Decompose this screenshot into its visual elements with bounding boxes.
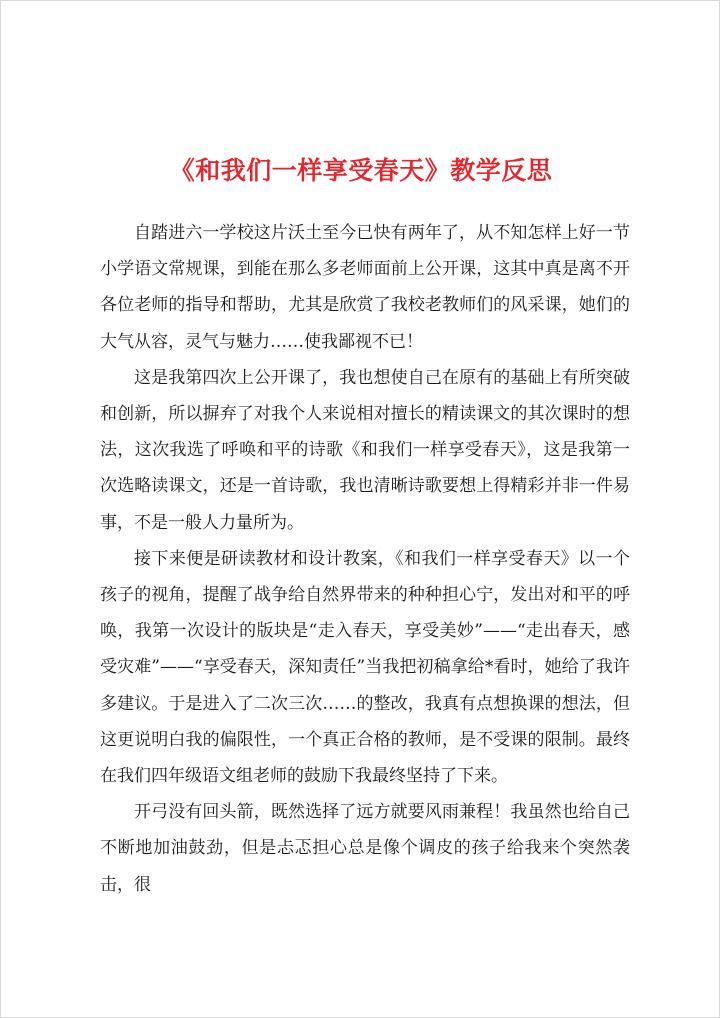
document-body xyxy=(100,215,630,903)
paragraph-3: 接下来便是研读教材和设计教案，《和我们一样享受春天》以一个孩子的视角，提醒了战争给自然界带来的种种担心宁，发出对和平的呼唤，我第一次设计的版块是“走入春天，享受美妙”——“走出春天，感受灾难”——“享受春天，深知责任”当我把初稿拿给*看时，她给了我许多建议。于是进入了二次三次……的整改，我真有点想换课的想法，但这更说明白我的偏限性，一个真正合格的教师，是不受课的限制。最终在我们四年级语文组老师的鼓励下我最终坚持了下来。 xyxy=(100,548,630,787)
document-title: 《和我们一样享受春天》教学反思 xyxy=(169,156,553,185)
paragraph-4: 开弓没有回头箭，既然选择了远方就要风雨兼程！我虽然也给自己不断地加油鼓劲，但是忐忑担心总是像个调皮的孩子给我来个突然袭击，很 xyxy=(100,802,630,895)
paragraph-1: 自踏进六一学校这片沃土至今已快有两年了，从不知怎样上好一节小学语文常规课，到能在那么多老师面前上公开课，这其中真是离不开各位老师的指导和帮助，尤其是欣赏了我校老教师们的风采课，她们的大气从容，灵气与魅力……使我鄙视不已！ xyxy=(100,223,630,352)
paragraph-2: 这是我第四次上公开课了，我也想使自己在原有的基础上有所突破和创新，所以摒弃了对我个人来说相对擅长的精读课文的其次课时的想法，这次我选了呼唤和平的诗歌《和我们一样享受春天》，这是我第一次选略读课文，还是一首诗歌，我也清晰诗歌要想上得精彩并非一件易事，不是一般人力量所为。 xyxy=(100,367,630,533)
